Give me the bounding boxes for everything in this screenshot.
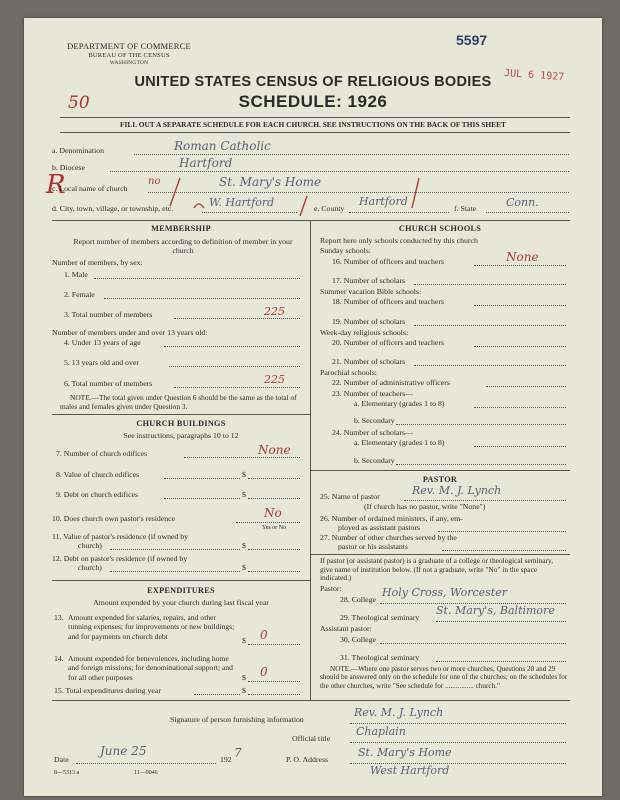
q27-label-2: pastor or his assistants (338, 542, 408, 551)
q16-value: None (506, 250, 539, 264)
city-town-label: d. City, town, village, or township, etc. (52, 204, 174, 213)
form-code: 8—5313 a (54, 770, 80, 776)
parochial-label: Parochial schools: (320, 368, 377, 377)
bureau-label: BUREAU OF THE CENSUS (88, 52, 170, 59)
department-label: DEPARTMENT OF COMMERCE (67, 41, 191, 51)
red-strike-marks (24, 18, 602, 248)
q12-dollar: $ (242, 563, 246, 572)
date-year-printed: 192 (220, 755, 232, 764)
state-value: Conn. (506, 196, 539, 209)
signature-label: Signature of person furnishing information (170, 715, 304, 724)
q13-dollar: $ (242, 636, 246, 645)
q29-value: St. Mary's, Baltimore (436, 604, 555, 617)
q31-label: 31. Theological seminary (340, 653, 420, 662)
q6-total-value: 225 (264, 373, 285, 386)
q24a-label: a. Elementary (grades 1 to 8) (354, 438, 445, 447)
q15-label: 15. Total expenditures during year (54, 686, 161, 695)
assistant-pastor-label: Assistant pastor: (320, 624, 372, 633)
q14-value: 0 (260, 665, 268, 679)
pastor-sub-label: Pastor: (320, 584, 342, 593)
q7-edifices-label: 7. Number of church edifices (56, 449, 148, 458)
summer-label: Summer vacation Bible schools: (320, 287, 422, 296)
local-name-value: St. Mary's Home (219, 175, 322, 189)
q28-label: 28. College (340, 595, 376, 604)
schools-heading: CHURCH SCHOOLS (398, 224, 482, 233)
form-code-2: 11—9046 (134, 770, 158, 776)
denomination-label: a. Denomination (52, 146, 104, 155)
membership-intro: Report number of members according to definition of member in your church (73, 237, 293, 255)
q26-label-2: ployed as assistant pastors (338, 523, 421, 532)
q14-label: Amount expended for benevolences, including home and foreign missions; for denominational support; and for all other purposes (68, 654, 233, 682)
q25-value: Rev. M. J. Lynch (412, 484, 502, 497)
q12-label-1: 12. Debt on pastor's residence (if owned by (52, 554, 188, 563)
q13-label: Amount expended for salaries, repairs, and other running expenses; for improvements or new buildings; and for payments on church debt (68, 613, 235, 641)
yes-no-hint: Yes or No (262, 525, 287, 531)
q6-total-label: 6. Total number of members (64, 379, 153, 388)
expenditures-heading: EXPENDITURES (147, 586, 215, 595)
buildings-heading: CHURCH BUILDINGS (136, 419, 226, 428)
diocese-label: b. Diocese (52, 163, 85, 172)
q9-dollar: $ (242, 490, 246, 499)
form-title: UNITED STATES CENSUS OF RELIGIOUS BODIES (134, 74, 492, 90)
by-sex-label: Number of members, by sex: (52, 258, 143, 267)
census-schedule-sheet (24, 18, 602, 796)
q8-value-label: 8. Value of church edifices (56, 470, 140, 479)
q3-total-value: 225 (264, 305, 285, 318)
local-name-label: c. Local name of church (52, 184, 128, 193)
schools-sub: Report here only schools conducted by this church (320, 236, 478, 245)
q28-value: Holy Cross, Worcester (382, 586, 507, 599)
expenditures-sub: Amount expended by your church during last fiscal year (93, 598, 269, 607)
q12-label-2: church) (78, 563, 102, 572)
county-value: Hartford (359, 195, 408, 208)
denomination-value: Roman Catholic (174, 139, 271, 153)
q23-label: 23. Number of teachers— (332, 389, 413, 398)
schedule-title: SCHEDULE: 1926 (238, 92, 388, 111)
signature-value: Rev. M. J. Lynch (354, 706, 444, 719)
official-title-label: Official title (292, 734, 331, 743)
q25-note: (If church has no pastor, write "None") (364, 502, 486, 511)
date-value: June 25 (100, 744, 147, 758)
q16-label: 16. Number of officers and teachers (332, 257, 445, 266)
q3-total-label: 3. Total number of members (64, 310, 153, 319)
q1-male-label: 1. Male (64, 270, 88, 279)
membership-heading: MEMBERSHIP (151, 224, 211, 233)
q7-edifices-value: None (258, 443, 291, 457)
q14-number: 14. (54, 654, 64, 663)
q29-label: 29. Theological seminary (340, 613, 420, 622)
q13-number: 13. (54, 613, 64, 622)
date-label: Date (54, 755, 69, 764)
q10-residence-value: No (264, 506, 282, 520)
q21-label: 21. Number of scholars (332, 357, 406, 366)
pastor-note: NOTE.—Where one pastor serves two or more churches, Questions 28 and 29 should be answered only on the schedule for one of the churches; on the schedules for the other churches, write "See schedule for ................ church." (320, 665, 568, 690)
q14-dollar: $ (242, 673, 246, 682)
state-label: f. State (454, 204, 477, 213)
q23b-label: b. Secondary (354, 416, 395, 425)
q11-label-1: 11. Value of pastor's residence (if owned by (52, 532, 189, 541)
q5-over13-label: 5. 13 years old and over (64, 358, 139, 367)
po-address-line2: West Hartford (370, 764, 450, 777)
q20-label: 20. Number of officers and teachers (332, 338, 445, 347)
stamp-number: 5597 (456, 32, 488, 48)
q15-dollar: $ (242, 686, 246, 695)
local-name-mark: no (148, 176, 161, 187)
county-label: e. County (314, 204, 345, 213)
q25-label: 25. Name of pastor (320, 492, 380, 501)
buildings-sub: See instructions, paragraphs 10 to 12 (123, 431, 239, 440)
q27-label-1: 27. Number of other churches served by the (320, 533, 457, 542)
official-title-value: Chaplain (356, 725, 406, 738)
q24-label: 24. Number of scholars— (332, 428, 413, 437)
date-year-hand: 7 (234, 746, 242, 760)
received-date-stamp: JUL 6 1927 (503, 67, 565, 84)
po-address-label: P. O. Address (286, 755, 329, 764)
q30-label: 30. College (340, 635, 376, 644)
q13-value: 0 (260, 628, 268, 642)
sunday-label: Sunday schools: (320, 246, 371, 255)
city-town-value: W. Hartford (209, 196, 275, 209)
q24b-label: b. Secondary (354, 456, 395, 465)
pastor-heading: PASTOR (422, 475, 458, 484)
graduate-note: If pastor (or assistant pastor) is a graduate of a college or theological seminary, give name of institution below. (If not a graduate, write "No" in the space indicated.) (320, 556, 554, 583)
q8-dollar: $ (242, 470, 246, 479)
q2-female-label: 2. Female (64, 290, 95, 299)
under-over-label: Number of members under and over 13 years old: (52, 328, 208, 337)
instruction-line: FILL OUT A SEPARATE SCHEDULE FOR EACH CHURCH. SEE INSTRUCTIONS ON THE BACK OF THIS SHEET (120, 120, 506, 129)
q22-label: 22. Number of administrative officers (332, 378, 450, 387)
q26-label-1: 26. Number of ordained ministers, if any, em- (320, 514, 463, 523)
red-correction-mark: R (46, 170, 66, 200)
q23a-label: a. Elementary (grades 1 to 8) (354, 399, 445, 408)
weekday-label: Week-day religious schools: (320, 328, 409, 337)
q11-dollar: $ (242, 541, 246, 550)
q11-label-2: church) (78, 541, 102, 550)
q17-label: 17. Number of scholars (332, 276, 406, 285)
city-label: WASHINGTON (109, 60, 149, 66)
q4-under13-label: 4. Under 13 years of age (64, 338, 141, 347)
membership-note: NOTE.—The total given under Question 6 should be the same as the total of males and females given under Question 3. (60, 393, 297, 411)
diocese-value: Hartford (179, 156, 233, 170)
q19-label: 19. Number of scholars (332, 317, 406, 326)
red-batch-number: 50 (68, 93, 90, 113)
q9-debt-label: 9. Debt on church edifices (56, 490, 139, 499)
q10-residence-label: 10. Does church own pastor's residence (52, 514, 176, 523)
q18-label: 18. Number of officers and teachers (332, 297, 445, 306)
po-address-line1: St. Mary's Home (358, 746, 452, 759)
